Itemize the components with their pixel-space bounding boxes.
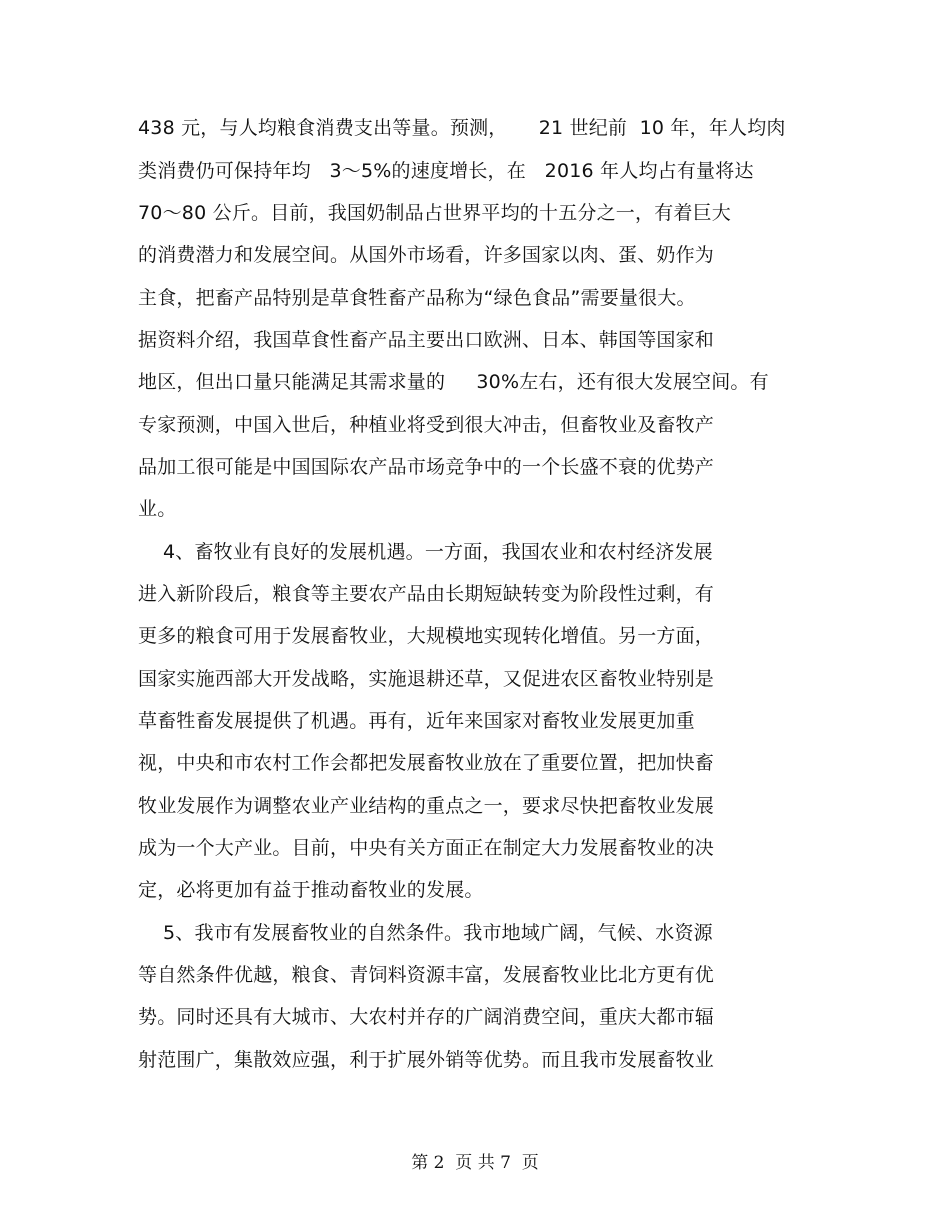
text-line: 进入新阶段后，粮食等主要农产品由长期短缺转变为阶段性过剩，有 xyxy=(138,583,715,605)
text-line: 草畜牲畜发展提供了机遇。再有，近年来国家对畜牧业发展更加重 xyxy=(138,710,695,732)
text-line: 70～80 公斤。目前，我国奶制品占世界平均的十五分之一，有着巨大 xyxy=(138,202,731,224)
text-line: 438 元，与人均粮食消费支出等量。预测， 21 世纪前 10 年，年人均肉 xyxy=(138,117,786,139)
text-line: 据资料介绍，我国草食性畜产品主要出口欧洲、日本、韩国等国家和 xyxy=(138,329,715,351)
text-line: 射范围广，集散效应强，利于扩展外销等优势。而且我市发展畜牧业 xyxy=(138,1049,715,1071)
text-line: 势。同时还具有大城市、大农村并存的广阔消费空间，重庆大都市辐 xyxy=(138,1006,715,1028)
text-line: 成为一个大产业。目前，中央有关方面正在制定大力发展畜牧业的决 xyxy=(138,837,715,859)
text-line: 等自然条件优越，粮食、青饲料资源丰富，发展畜牧业比北方更有优 xyxy=(138,964,715,986)
text-line: 专家预测，中国入世后，种植业将受到很大冲击，但畜牧业及畜牧产 xyxy=(138,414,715,436)
paragraph-start-line: 5、我市有发展畜牧业的自然条件。我市地域广阔，气候、水资源 xyxy=(138,922,713,944)
text-line: 品加工很可能是中国国际农产品市场竞争中的一个长盛不衰的优势产 xyxy=(138,456,715,478)
text-line: 定，必将更加有益于推动畜牧业的发展。 xyxy=(138,879,484,901)
text-line: 业。 xyxy=(138,498,177,520)
page-number-footer: 第 2 页 共 7 页 xyxy=(411,1153,539,1173)
text-line: 视，中央和市农村工作会都把发展畜牧业放在了重要位置，把加快畜 xyxy=(138,752,715,774)
text-line: 牧业发展作为调整农业产业结构的重点之一，要求尽快把畜牧业发展 xyxy=(138,795,715,817)
text-line: 更多的粮食可用于发展畜牧业，大规模地实现转化增值。另一方面， xyxy=(138,625,715,647)
paragraph-start-line: 4、畜牧业有良好的发展机遇。一方面，我国农业和农村经济发展 xyxy=(138,541,713,563)
text-line: 的消费潜力和发展空间。从国外市场看，许多国家以肉、蛋、奶作为 xyxy=(138,244,715,266)
text-line: 国家实施西部大开发战略，实施退耕还草，又促进农区畜牧业特别是 xyxy=(138,668,715,690)
text-line: 类消费仍可保持年均 3～5%的速度增长，在 2016 年人均占有量将达 xyxy=(138,160,754,182)
text-line: 地区，但出口量只能满足其需求量的 30%左右，还有很大发展空间。有 xyxy=(138,371,769,393)
text-line: 主食，把畜产品特别是草食牲畜产品称为“绿色食品”需要量很大。 xyxy=(138,287,696,309)
